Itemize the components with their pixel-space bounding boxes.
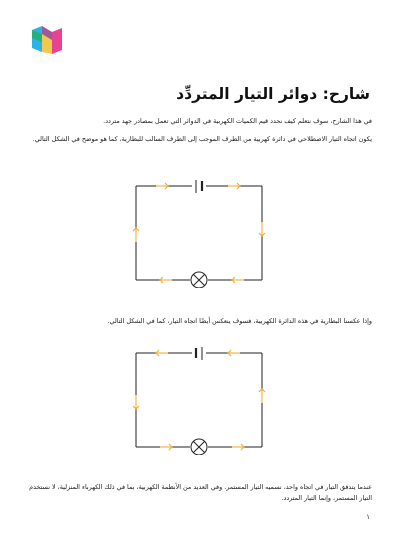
lamp-icon — [191, 272, 207, 288]
page-number: ١ — [366, 513, 370, 521]
arrow-right-side — [259, 222, 265, 236]
arrow-left-side — [133, 395, 139, 409]
current-arrows — [133, 350, 265, 450]
closing-paragraph: عندما يتدفق التيار في اتجاه واحد، نسميه التيار المستمر. وفي العديد من الأنظمة الكهربية، بما في ذلك الكهرباء المنزلية، لا نستخدم التيار المستمر، وإنما التيار المتردد. — [29, 483, 372, 502]
reversed-battery-paragraph: وإذا عكسنا البطارية في هذه الدائرة الكهربية، فسوف ينعكس أيضًا اتجاه التيار، كما في الشكل التالي. — [107, 317, 372, 325]
arrow-right-side — [259, 389, 265, 403]
arrow-top-left — [156, 183, 168, 189]
battery-icon — [196, 180, 202, 193]
arrow-bottom-right — [232, 277, 244, 283]
page-title: شارح: دوائر التيار المتردِّد — [176, 85, 370, 103]
current-arrows — [133, 183, 265, 283]
circuit-wires — [136, 186, 262, 280]
conventional-current-paragraph: يكون اتجاه التيار الاصطلاحي في دائرة كهربية من الطرف الموجب إلى الطرف السالب للبطارية، كما هو موضح في الشكل التالي. — [32, 135, 372, 143]
nagwa-logo-icon — [30, 24, 64, 56]
arrow-top-left — [156, 350, 168, 356]
arrow-bottom-right — [232, 444, 244, 450]
arrow-top-right — [228, 183, 240, 189]
arrow-bottom-left — [160, 277, 172, 283]
arrow-left-side — [133, 228, 139, 242]
circuit-diagram-2 — [128, 347, 270, 455]
intro-paragraph: في هذا الشارح، سوف نتعلم كيف نحدد قيم الكميات الكهربية في الدوائر التي تعمل بمصادر جهد متردد. — [103, 117, 372, 125]
arrow-top-right — [228, 350, 240, 356]
battery-icon — [196, 347, 202, 360]
circuit-wires — [136, 353, 262, 447]
circuit-diagram-1 — [128, 180, 270, 288]
lamp-icon — [191, 439, 207, 455]
arrow-bottom-left — [160, 444, 172, 450]
